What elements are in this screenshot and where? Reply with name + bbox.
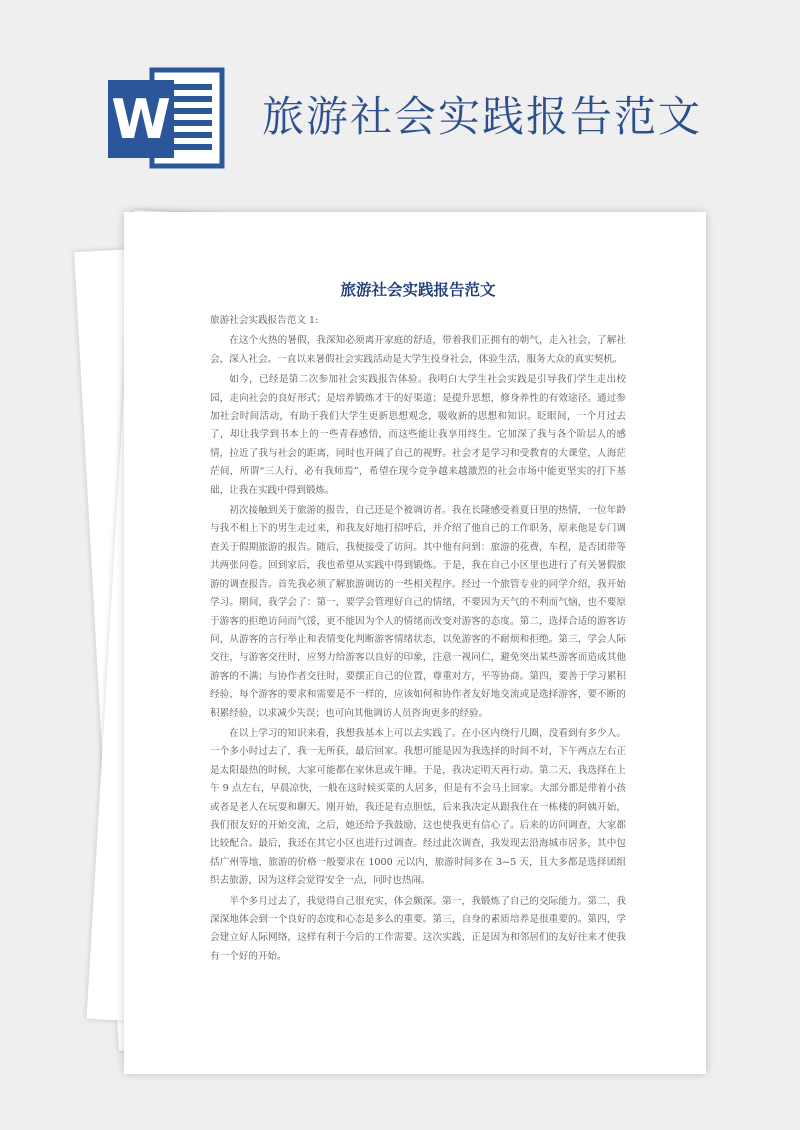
svg-text:W: W (111, 88, 171, 151)
header-title: 旅游社会实践报告范文 (262, 92, 703, 141)
paragraph: 在这个火热的暑假，我深知必须离开家庭的舒适，带着我们正拥有的朝气，走入社会，了解社会，深入社会。一直以来暑假社会实践活动是大学生投身社会，体验生活，服务大众的真实契机。 (210, 335, 626, 365)
paragraph: 旅游社会实践报告范文 1: (210, 315, 319, 326)
paragraph: 初次接触到关于旅游的报告，自己还是个被调访者。我在长隆感受着夏日里的热情，一位年龄与我不相上下的男生走过来，和我友好地打招呼后，并介绍了他自己的工作职务，原来他是专门调查关于假期旅游的报告。随后，我便接受了访问。其中他有问到：旅游的花费，车程，是否团带等共两张问卷。回到家后，我也希望从实践中得到锻炼。于是，我在自己小区里也进行了有关暑假旅游的调查报告。首先我必须了解旅游调访的一些相关程序。经过一个旅管专业的同学介绍，我开始学习。期间，我学会了：第一，要学会管理好自己的情绪，不要因为天气的不利而气恼，也不要原于游客的拒绝访问而气馁，更不能因为个人的情绪而改变对游客的态度。第二，选择合适的游客访问，从游客的言行举止和表情变化判断游客情绪状态，以免游客的不耐烦和拒绝。第三，学会人际交往，与游客交往时，应努力给游客以良好的印象，注意一视同仁，避免突出某些游客而造成其他游客的不满；与协作者交往时，要摆正自己的位置，尊重对方，平等协商。第四，要善于学习累积经验，每个游客的要求和需要是不一样的，应该如何和协作者友好地交流或是选择游客，要不断的积累经验，以求减少失误；也可向其他调访人员咨询更多的经验。 (210, 505, 626, 719)
document-title: 旅游社会实践报告范文 (340, 281, 496, 299)
header-banner (0, 0, 800, 210)
paragraph: 在以上学习的知识来看，我想我基本上可以去实践了。在小区内绕行几圈，没看到有多少人。一个多小时过去了，我一无所获，最后回家。我想可能是因为我选择的时间不对，下午两点左右正是太阳最热的时候，大家可能都在家休息或午睡。于是，我决定明天再行动。第二天，我选择在上午 9 点左右，早晨凉快，一般在这时候买菜的人居多，但是有不会马上回家。大部分都是带着小孩或者是老人在玩耍和聊天。刚开始，我还是有点胆怯，后来我决定从跟我住在一栋楼的阿姨开始，我们很友好的开始交流，之后，她还给予我鼓励，这也使我更有信心了。后来的访问调查，大家都比较配合。最后，我还在其它小区也进行过调查。经过此次调查，我发现去沿海城市居多，其中包括广州等地，旅游的价格一般要求在 1000 元以内，旅游时间多在 3~5 天，且大多都是选择团组织去旅游，因为这样会觉得安全一点，同时也热闹。 (210, 727, 626, 887)
document-body (210, 312, 626, 966)
paragraph: 如今，已经是第二次参加社会实践报告体验。我明白大学生社会实践是引导我们学生走出校园，走向社会的良好形式；是培养锻炼才干的好渠道；是提升思想，修身养性的有效途径。通过参加社会时间活动，有助于我们大学生更新思想观念，吸收新的思想和知识。眨眼间，一个月过去了，却让我学到书本上的一些青春感悟，而这些能让我享用终生。它加深了我与各个阶层人的感情，拉近了我与社会的距离，同时也开阔了自己的视野。社会才是学习和受教育的大课堂，人海茫茫间，所谓“三人行，必有我师焉”，希望在现今竞争越来越激烈的社会市场中能更坚实的打下基础，让我在实践中得到锻炼。 (210, 374, 626, 496)
document-page (124, 212, 706, 1074)
word-document-icon (104, 66, 226, 170)
paragraph: 半个多月过去了，我觉得自己很充实，体会颇深。第一，我锻炼了自己的交际能力。第二，我深深地体会到一个良好的态度和心态是多么的重要。第三，自身的素质培养是很重要的。第四，学会建立好人际网络，这样有利于今后的工作需要。这次实践，正是因为和邻居们的友好往来才使我有一个好的开始。 (210, 895, 626, 962)
